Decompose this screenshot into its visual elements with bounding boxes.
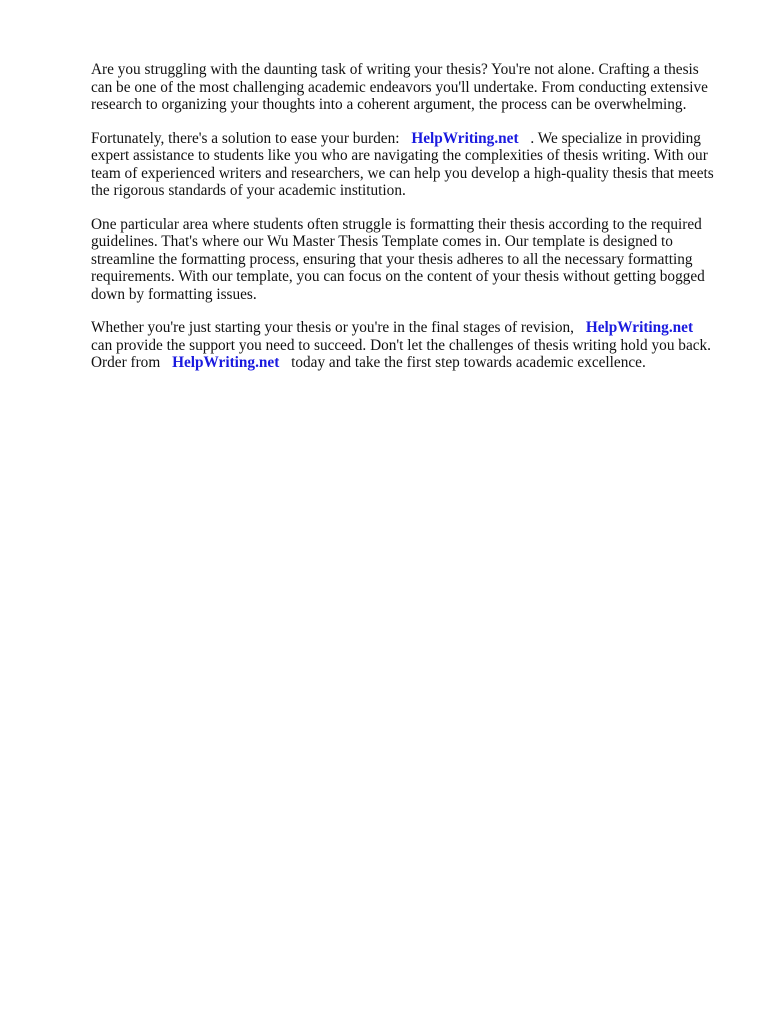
helpwriting-link[interactable]: HelpWriting.net [172, 354, 280, 371]
paragraph-solution-text-start: Fortunately, there's a solution to ease your burden: [91, 129, 404, 147]
paragraph-solution [91, 130, 717, 200]
document-body [91, 61, 717, 388]
paragraph-solution-text-end: . We specialize in providing expert assistance to students like you who are navigating the complexities of thesis writing. With our team of experienced writers and researchers, we can help you develop a high-quality thesis that meets the rigorous standards of your academic institution. [91, 129, 714, 199]
paragraph-closing [91, 319, 717, 372]
helpwriting-link[interactable]: HelpWriting.net [411, 129, 519, 147]
paragraph-intro-text: Are you struggling with the daunting task of writing your thesis? You're not alone. Crafting a thesis can be one of the most challenging academic endeavors you'll undertake. From conducting extensive research to organizing your thoughts into a coherent argument, the process can be overwhelming. [91, 61, 708, 113]
paragraph-template [91, 216, 717, 304]
paragraph-closing-text-middle: can provide the support you need to succeed. Don't let the challenges of thesis writing hold you back. Order from [91, 336, 711, 371]
paragraph-template-text: One particular area where students often struggle is formatting their thesis according to the required guidelines. That's where our Wu Master Thesis Template comes in. Our template is designed to streamline the formatting process, ensuring that your thesis adheres to all the necessary formatting requirements. With our template, you can focus on the content of your thesis without getting bogged down by formatting issues. [91, 215, 705, 303]
paragraph-intro [91, 61, 717, 114]
paragraph-closing-text-end: today and take the first step towards academic excellence. [287, 354, 646, 371]
paragraph-closing-text-start: Whether you're just starting your thesis or you're in the final stages of revision, [91, 319, 578, 336]
helpwriting-link[interactable]: HelpWriting.net [585, 319, 694, 336]
